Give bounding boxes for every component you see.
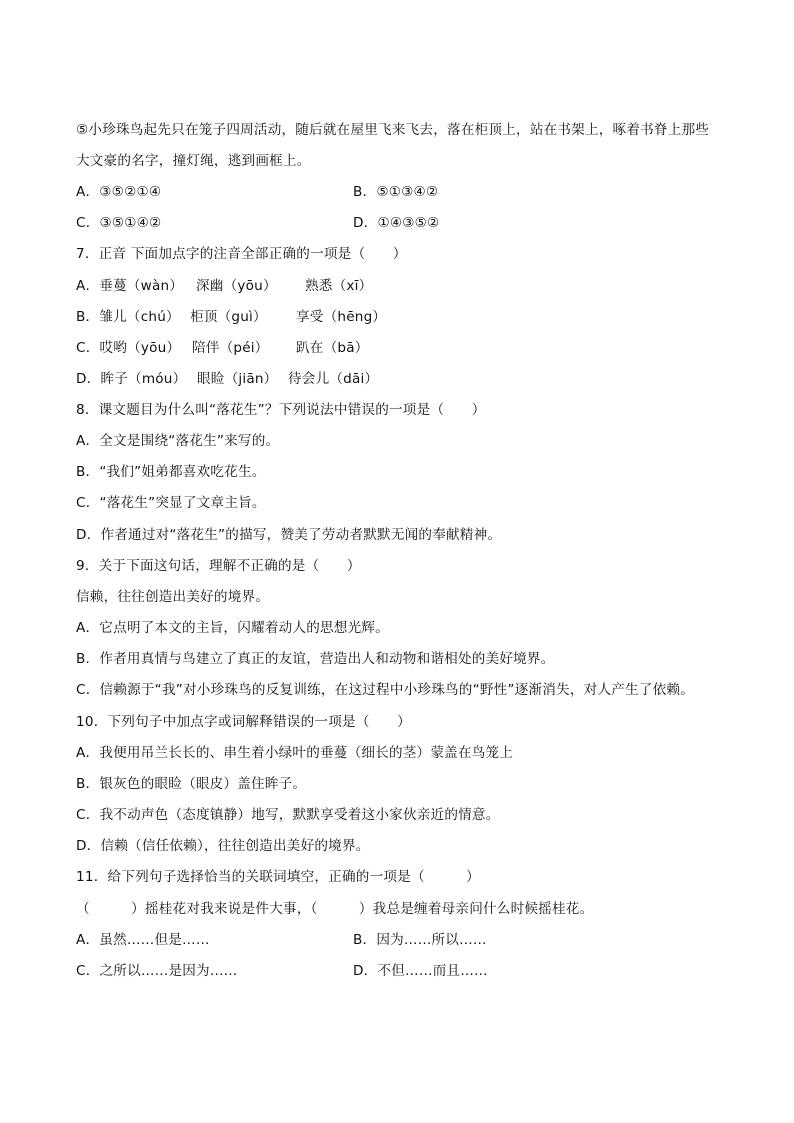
question-11-stem: 11．给下列句子选择恰当的关联词填空，正确的一项是（ ） — [76, 869, 480, 885]
question-8-option-b[interactable]: B．“我们”姐弟都喜欢吃花生。 — [76, 464, 266, 480]
question-8-option-d[interactable]: D．作者通过对“落花生”的描写，赞美了劳动者默默无闻的奉献精神。 — [76, 527, 502, 543]
question-7-option-c[interactable] — [76, 339, 369, 357]
question-10-option-d[interactable]: D．信赖（信任依赖），往往创造出美好的境界。 — [76, 838, 370, 854]
question-6-options-row-1 — [76, 183, 161, 201]
question-11-option-d[interactable]: D．不但……而且…… — [353, 963, 488, 979]
option-d-word-3: 待会儿（dāi） — [288, 371, 379, 387]
question-7-stem: 7．正音 下面加点字的注音全部正确的一项是（ ） — [76, 246, 407, 262]
question-10-stem: 10．下列句子中加点字或词解释错误的一项是（ ） — [76, 714, 411, 730]
question-8-option-c[interactable]: C．“落花生”突显了文章主旨。 — [76, 495, 266, 511]
question-7-option-a[interactable] — [76, 277, 372, 295]
question-11-option-b[interactable]: B．因为……所以…… — [353, 932, 487, 948]
option-c-word-3: 趴在（bā） — [296, 340, 369, 356]
question-9-stem: 9．关于下面这句话，理解不正确的是（ ） — [76, 558, 361, 574]
question-11-option-c[interactable]: C．之所以……是因为…… — [76, 963, 238, 979]
question-10-option-b[interactable]: B．银灰色的眼睑（眼皮）盖住眸子。 — [76, 776, 307, 792]
question-6-option-b[interactable]: B．⑤①③④② — [353, 184, 439, 200]
question-11-option-a[interactable]: A．虽然……但是…… — [76, 932, 210, 948]
question-10-option-c[interactable]: C．我不动声色（态度镇静）地写，默默享受着这小家伙亲近的情意。 — [76, 807, 500, 823]
question-6-option-c[interactable]: C．③⑤①④② — [76, 215, 162, 231]
option-a-word-1: A．垂蔓（wàn） — [76, 278, 184, 294]
question-8-option-a[interactable]: A．全文是围绕“落花生”来写的。 — [76, 433, 280, 449]
option-d-word-1: D．眸子（móu） — [76, 371, 187, 387]
option-d-word-2: 眼睑（jiān） — [197, 371, 278, 387]
question-8-stem: 8．课文题目为什么叫“落花生”？下列说法中错误的一项是（ ） — [76, 402, 486, 418]
option-c-word-2: 陪伴（péi） — [192, 340, 269, 356]
question-9-quote: 信赖，往往创造出美好的境界。 — [76, 589, 270, 605]
option-a[interactable]: A．③⑤②①④ — [76, 184, 162, 200]
question-9-option-c[interactable]: C．信赖源于“我”对小珍珠鸟的反复训练，在这过程中小珍珠鸟的“野性”逐渐消失，对人产生了依赖。 — [76, 682, 694, 698]
question-11-sentence: （ ）摇桂花对我来说是件大事，（ ）我总是缠着母亲问什么时候摇桂花。 — [76, 901, 594, 917]
option-b-word-1: B．雏儿（chú） — [76, 309, 180, 325]
option-b-word-3: 享受（hēng） — [296, 309, 387, 325]
option-a-word-3: 熟悉（xī） — [305, 278, 373, 294]
question-9-option-a[interactable]: A．它点明了本文的主旨，闪耀着动人的思想光辉。 — [76, 620, 389, 636]
question-10-option-a[interactable]: A．我便用吊兰长长的、串生着小绿叶的垂蔓（细长的茎）蒙盖在鸟笼上 — [76, 745, 514, 761]
question-7-option-b[interactable] — [76, 308, 386, 326]
question-9-option-b[interactable]: B．作者用真情与鸟建立了真正的友谊，营造出人和动物和谐相处的美好境界。 — [76, 651, 555, 667]
question-5-text-line-2: 大文豪的名字，撞灯绳，逃到画框上。 — [76, 153, 311, 169]
option-c-word-1: C．哎哟（yōu） — [76, 340, 181, 356]
option-b-word-2: 柜顶（guì） — [190, 309, 267, 325]
question-7-option-d[interactable] — [76, 370, 378, 388]
question-6-option-d[interactable]: D．①④③⑤② — [353, 215, 440, 231]
option-a-word-2: 深幽（yōu） — [196, 278, 277, 294]
question-5-text-line-1: ⑤小珍珠鸟起先只在笼子四周活动，随后就在屋里飞来飞去，落在柜顶上，站在书架上，啄着书脊上那些 — [76, 122, 710, 138]
